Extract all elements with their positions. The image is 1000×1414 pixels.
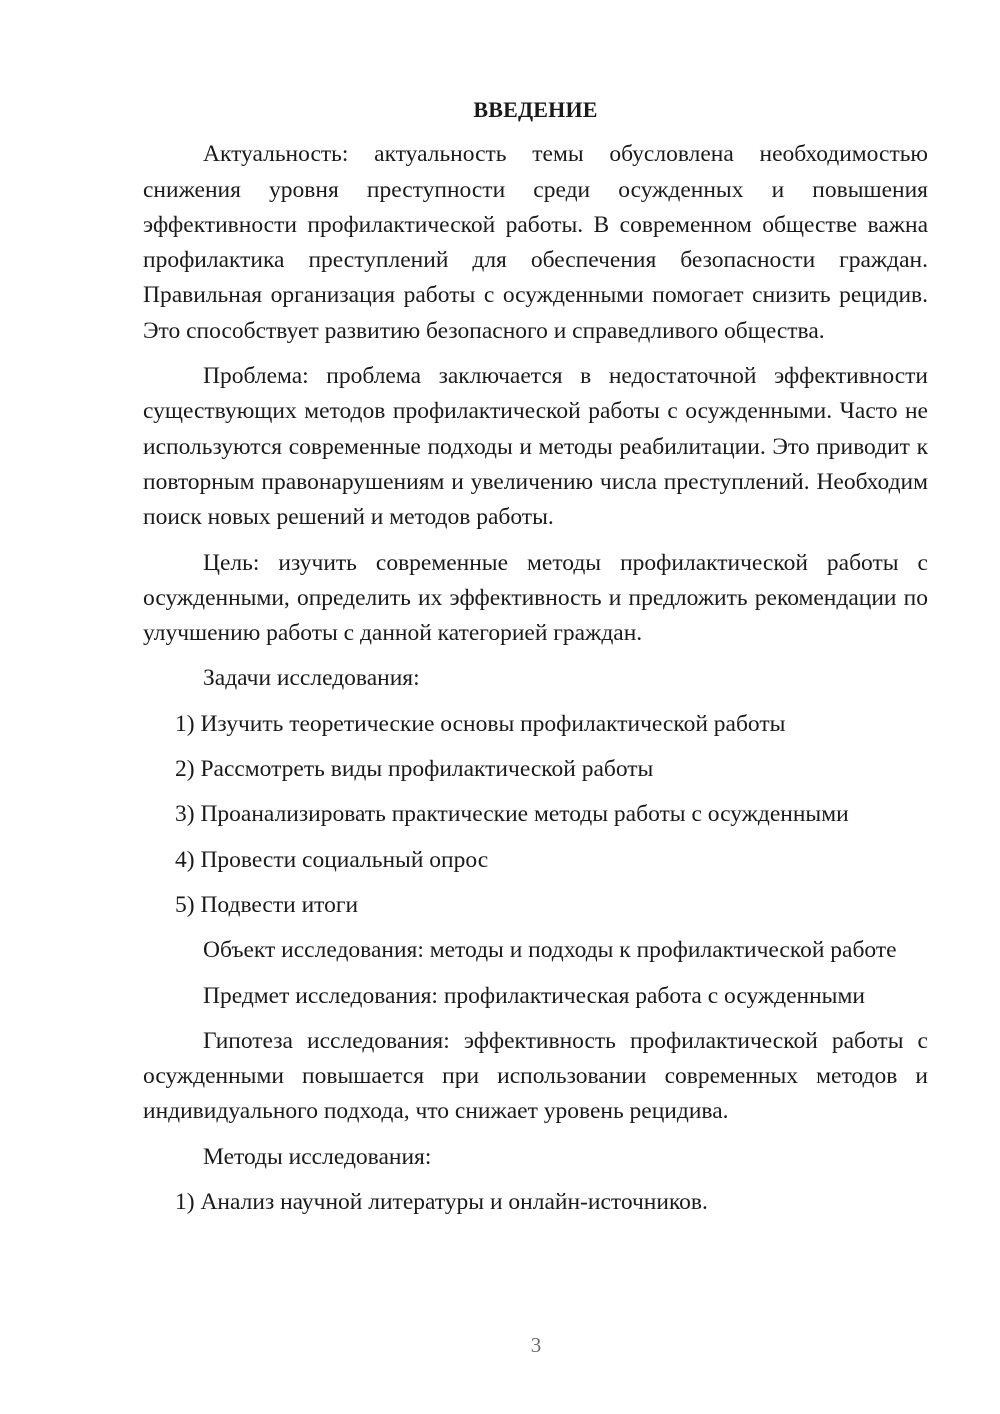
list-item: 3) Проанализировать практические методы работы с осужденными — [175, 801, 849, 828]
relevance-paragraph: Актуальность: актуальность темы обусловлена необходимостью снижения уровня преступности среди осужденных и повышения эффективности профилактической работы. В современном обществе важна профилактика преступлений для обеспечения безопасности граждан. Правильная организация работы с осужденными помогает снизить рецидив. Это способствует развитию безопасного и справедливого общества. — [143, 141, 928, 344]
methods-list — [143, 1185, 928, 1220]
object-paragraph: Объект исследования: методы и подходы к профилактической работе — [203, 937, 897, 964]
hypothesis-paragraph: Гипотеза исследования: эффективность профилактической работы с осужденными повышается при использовании современных методов и индивидуального подхода, что снижает уровень рецидива. — [143, 1027, 928, 1125]
problem-paragraph: Проблема: проблема заключается в недостаточной эффективности существующих методов профилактической работы с осужденными. Часто не используются современные подходы и методы реабилитации. Это приводит к повторным правонарушениям и увеличению числа преступлений. Необходим поиск новых решений и методов работы. — [143, 363, 928, 531]
page-title: ВВЕДЕНИЕ — [473, 97, 598, 122]
page-number: 3 — [530, 1333, 542, 1357]
list-item: 1) Анализ научной литературы и онлайн-источников. — [175, 1189, 708, 1216]
list-item: 4) Провести социальный опрос — [175, 846, 489, 873]
list-item: 1) Изучить теоретические основы профилактической работы — [175, 710, 786, 737]
document-body — [143, 92, 928, 1230]
goal-paragraph: Цель: изучить современные методы профилактической работы с осужденными, определить их эффективность и предложить рекомендации по улучшению работы с данной категорией граждан. — [143, 549, 928, 647]
list-item: 5) Подвести итоги — [175, 891, 359, 918]
methods-heading: Методы исследования: — [203, 1143, 432, 1170]
tasks-heading: Задачи исследования: — [203, 665, 420, 692]
tasks-list — [143, 707, 928, 923]
subject-paragraph: Предмет исследования: профилактическая работа с осужденными — [203, 982, 865, 1009]
list-item: 2) Рассмотреть виды профилактической работы — [175, 756, 654, 783]
